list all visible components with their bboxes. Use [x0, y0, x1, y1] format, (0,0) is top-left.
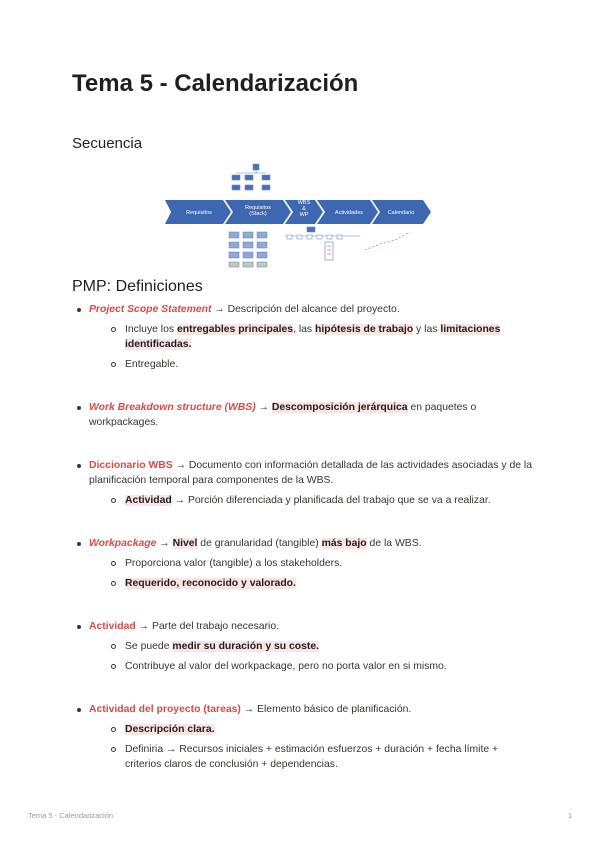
highlight: Requerido, reconocido y valorado. [125, 578, 296, 589]
sub-item [89, 493, 532, 508]
text: y las [413, 324, 441, 335]
term: Actividad [89, 621, 136, 632]
page-title: Tema 5 - Calendarización [72, 70, 359, 97]
list-item-wbs [72, 400, 532, 430]
term: Diccionario WBS [89, 460, 173, 471]
sub-item [89, 742, 532, 772]
text: Contribuye al valor del workpackage, pero no porta valor en si mismo. [125, 661, 447, 672]
highlight: medir su duración y su coste. [172, 641, 320, 652]
arrow: → [255, 402, 272, 413]
highlight: Actividad [125, 495, 172, 506]
list-item-scope-statement [72, 302, 532, 372]
list-item-diccionario-wbs [72, 458, 532, 508]
highlight: Descripción clara. [125, 724, 215, 735]
highlight: entregables principales [176, 324, 294, 335]
list-item-actividad-proyecto [72, 702, 532, 772]
arrow: → [172, 460, 189, 471]
term: Actividad del proyecto (tareas) [89, 704, 241, 715]
description: Parte del trabajo necesario. [151, 621, 280, 632]
text: Entregable. [125, 359, 179, 370]
highlight: hipótesis de trabajo [315, 324, 414, 335]
arrow: → [211, 304, 228, 315]
term: Work Breakdown structure (WBS) [89, 402, 256, 413]
sub-item [89, 357, 532, 372]
text: de granularidad (tangible) [197, 538, 322, 549]
activity-list [285, 227, 360, 239]
sub-item [89, 556, 532, 571]
text: Proporciona valor (tangible) a los stakeholders. [125, 558, 343, 569]
chevron-label-1: Requisitos [186, 210, 212, 216]
chevron-label-2: Requisitos (Stack) [245, 205, 271, 217]
page-number: 1 [568, 811, 573, 820]
arrow: → [135, 621, 152, 632]
section-heading-pmp: PMP: Definiciones [72, 278, 203, 295]
highlight: más bajo [321, 538, 367, 549]
chevron-label-4: Actividades [334, 210, 364, 216]
page-footer: Tema 5 - Calendarización [28, 811, 114, 820]
definitions-list [72, 302, 532, 772]
chevron-label-3: WBS & WP [297, 200, 311, 218]
sub-item [89, 639, 532, 654]
list-item-workpackage [72, 536, 532, 591]
description: en paquetes o workpackages. [89, 402, 477, 428]
term: Project Scope Statement [89, 304, 212, 315]
highlight: limitaciones identificadas. [125, 324, 501, 350]
sequence-diagram [165, 162, 440, 274]
text: de la WBS. [366, 538, 422, 549]
section-heading-secuencia: Secuencia [72, 135, 143, 152]
description: Documento con información detallada de las actividades asociadas y de la planificación temporal para componentes de la WBS. [89, 460, 532, 486]
sub-item [89, 659, 532, 674]
text: → Porción diferenciada y planificada del trabajo que se va a realizar. [171, 495, 491, 506]
arrow: → [156, 538, 173, 549]
text: Se puede [125, 641, 173, 652]
wbs-tables [229, 232, 267, 267]
sub-item [89, 322, 532, 352]
sub-item [89, 576, 532, 591]
highlight: Descomposición jerárquica [271, 402, 408, 413]
highlight: Nivel [172, 538, 198, 549]
text: Incluye los [125, 324, 177, 335]
term: Workpackage [89, 538, 157, 549]
sub-item [89, 722, 532, 737]
text: Definiria → Recursos iniciales + estimación esfuerzos + duración + fecha límite + criterios claros de conclusión + dependencias. [125, 744, 499, 770]
arrow: → [240, 704, 258, 715]
description: Elemento básico de planificación. [257, 704, 412, 715]
list-item-actividad [72, 619, 532, 674]
text: , las [293, 324, 316, 335]
org-chart-top [232, 164, 270, 190]
chevron-label-5: Calendario [387, 210, 415, 216]
description: Descripción del alcance del proyecto. [227, 304, 400, 315]
